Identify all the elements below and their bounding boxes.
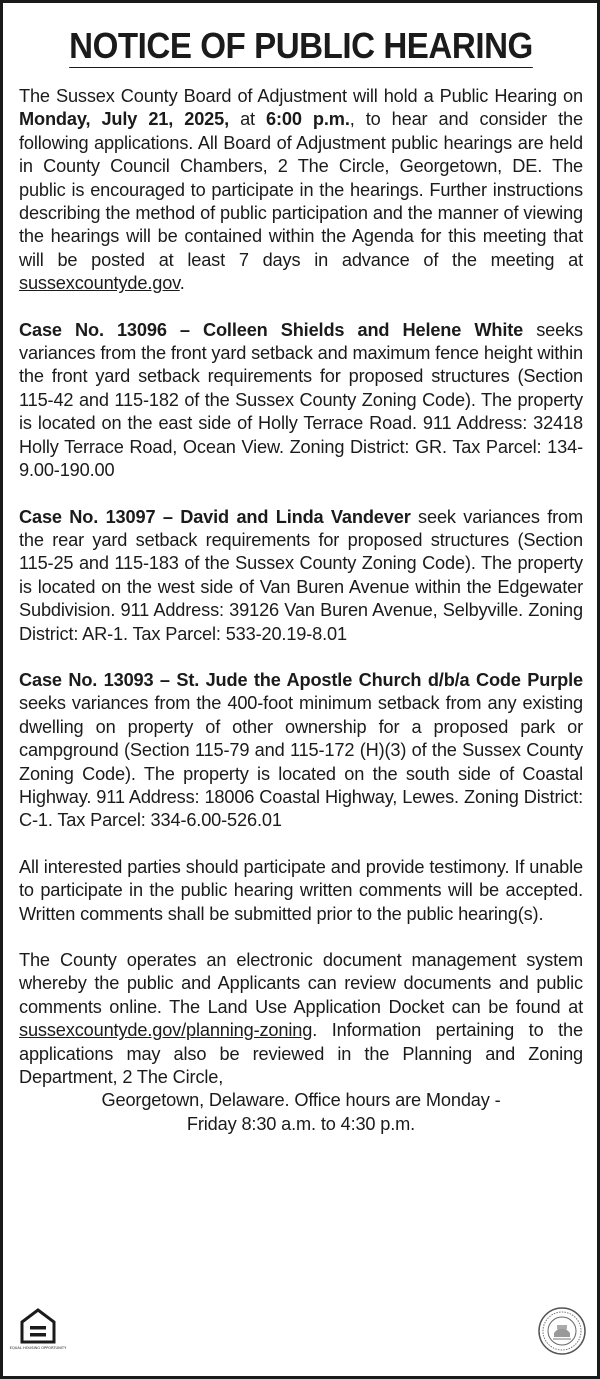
case-13093-paragraph: Case No. 13093 – St. Jude the Apostle Church d/b/a Code Purple seeks variances from the 400-foot minimum setback from any existing dwelling on property of other ownership for a proposed park or campground (Section 115-79 and 115-172 (H)(3) of the Sussex County Zoning Code). The property is located on the south side of Coastal Highway. 911 Address: 18006 Coastal Highway, Lewes. Zoning District: C-1. Tax Parcel: 334-6.00-526.01 bbox=[19, 669, 583, 831]
county-website-link[interactable]: sussexcountyde.gov bbox=[19, 273, 180, 294]
case-13096-paragraph: Case No. 13096 – Colleen Shields and Helene White seeks variances from the front yard setback and maximum fence height within the front yard setback requirements for proposed structures (Section 115-42 and 115-182 of the Sussex County Zoning Code). The property is located on the east side of Holly Terrace Road. 911 Address: 32418 Holly Terrace Road, Ocean View. Zoning District: GR. Tax Parcel: 134-9.00-190.00 bbox=[19, 319, 583, 481]
case-13097-paragraph: Case No. 13097 – David and Linda Vandever seek variances from the rear yard setback requirements for proposed structures (Section 115-25 and 115-183 of the Sussex County Zoning Code). The property is located on the west side of Van Buren Avenue within the Edgewater Subdivision. 911 Address: 39126 Van Buren Avenue, Selbyville. Zoning District: AR-1. Tax Parcel: 533-20.19-8.01 bbox=[19, 506, 583, 644]
testimony-paragraph: All interested parties should participate and provide testimony. If unable to participate in the public hearing written comments will be accepted. Written comments shall be submitted prior to the public hearing(s). bbox=[19, 856, 583, 924]
case-heading: Case No. 13093 – St. Jude the Apostle Church d/b/a Code Purple bbox=[19, 669, 583, 690]
case-heading: Case No. 13097 – David and Linda Vandever bbox=[19, 506, 411, 527]
notice-title: NOTICE OF PUBLIC HEARING bbox=[69, 25, 533, 66]
case-heading: Case No. 13096 – Colleen Shields and Helene White bbox=[19, 319, 524, 340]
eho-label: EQUAL HOUSING OPPORTUNITY bbox=[9, 1346, 67, 1350]
intro-paragraph: The Sussex County Board of Adjustment will hold a Public Hearing on Monday, July 21, 2025, at 6:00 p.m., to hear and consider the following applications. All Board of Adjustment public hearings are held in County Council Chambers, 2 The Circle, Georgetown, DE. The public is encouraged to participate in the hearings. Further instructions describing the method of public participation and the manner of viewing the hearings will be contained within the Agenda for this meeting that will be posted at least 7 days in advance of the meeting at sussexcountyde.gov. bbox=[19, 86, 583, 294]
hearing-date: Monday, July 21, 2025, bbox=[19, 109, 229, 130]
office-hours: Georgetown, Delaware. Office hours are Monday - Friday 8:30 a.m. to 4:30 p.m. bbox=[101, 1090, 501, 1134]
planning-zoning-link[interactable]: sussexcountyde.gov/planning-zoning bbox=[19, 1020, 313, 1041]
sussex-county-seal-icon bbox=[537, 1306, 587, 1356]
documents-section bbox=[19, 949, 583, 1136]
equal-housing-opportunity-icon bbox=[9, 1306, 67, 1356]
documents-paragraph: The County operates an electronic document management system whereby the public and Applicants can review documents and public comments online. The Land Use Application Docket can be found at sussexcountyde.gov/planning-zoning. Information pertaining to the applications may also be reviewed in the Planning and Zoning Department, 2 The Circle, bbox=[19, 950, 583, 1088]
hearing-time: 6:00 p.m. bbox=[266, 109, 350, 130]
